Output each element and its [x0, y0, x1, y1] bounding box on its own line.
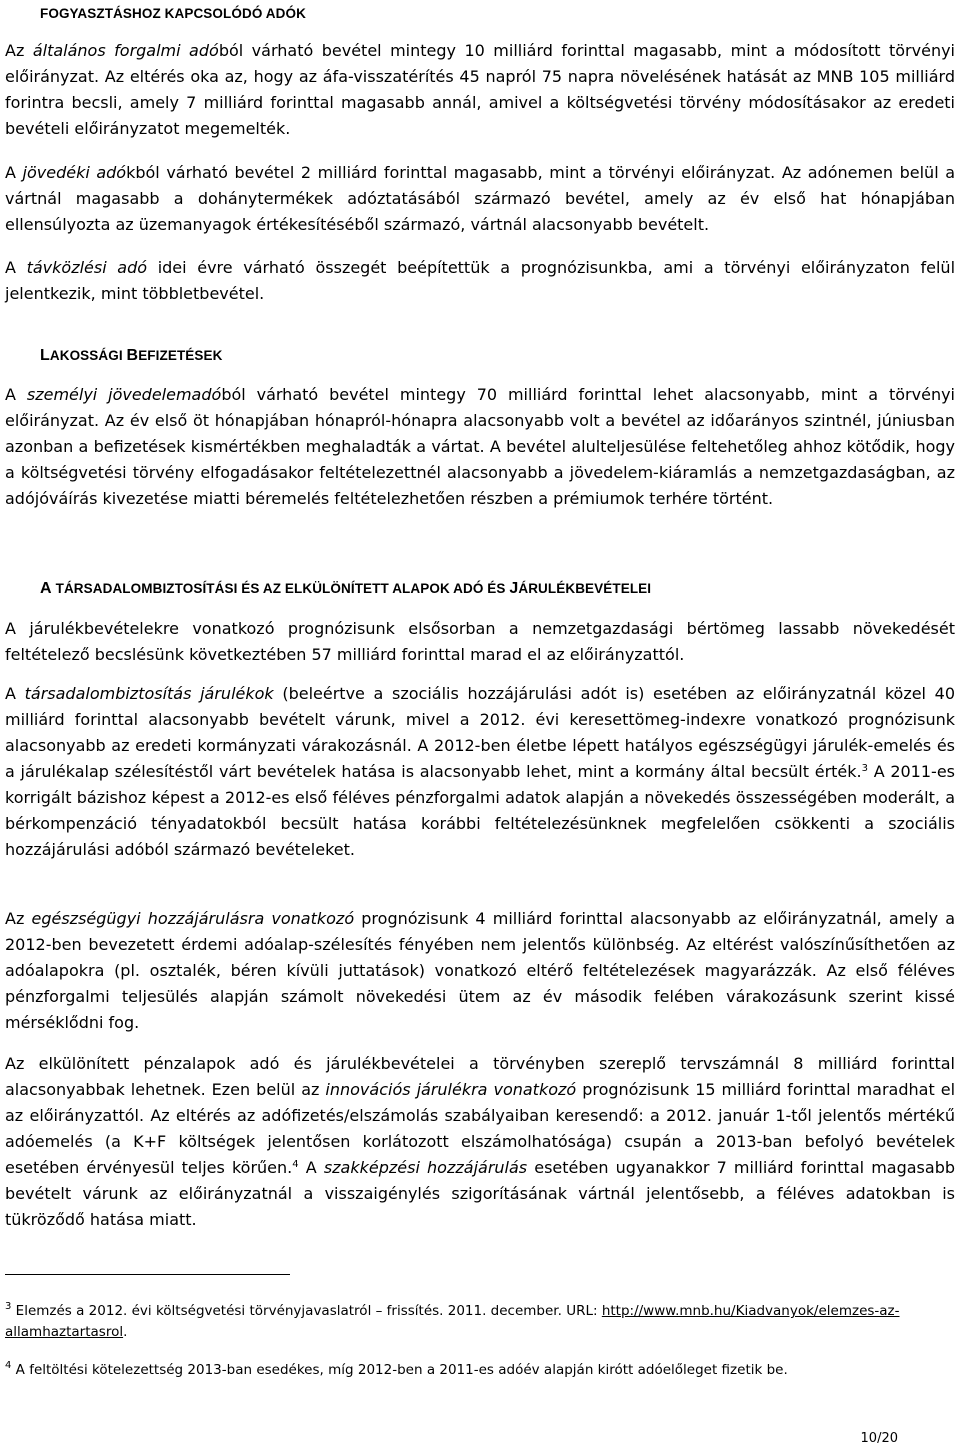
footnote-4: $^4$ A feltöltési kötelezettség 2013-ban esedékes, míg 2012-ben a 2011-es adóév alapján kirótt adóelőleget fizetik be.	[5, 1360, 788, 1378]
footnote-ref-3: 3	[861, 763, 868, 774]
section-heading-household-payments: LAKOSSÁGI BEFIZETÉSEK	[40, 347, 223, 364]
paragraph-separate-funds: Az elkülönített pénzalapok adó és járulékbevételei a törvényben szereplő tervszámnál 8 milliárd forinttal alacsonyabbak lehetnek. Ezen belül az innovációs járulékra vonatkozó prognózisunk 15 milliárd forinttal maradhat el az előirányzattól. Az eltérés az adófizetés/elszámolás szabályaiban keresendő: a 2012. január 1-től jelentős mértékű adóemelés (a K+F költségek jelentősen korlátozott elszámolhatósága) csupán a 2013-ban befolyó bevételek esetében érvényesül teljes körűen.$^4$ A szakképzési hozzájárulás esetében ugyanakkor 7 milliárd forinttal magasabb bevételt várunk az előirányzatnál a visszaigénylés szigorításának vártnál jelentősebb, a féléves adatokban is tükröződő hatása miatt.	[5, 1054, 956, 1229]
paragraph-vat: Az általános forgalmi adóból várható bevétel mintegy 10 milliárd forinttal magasabb, mint a módosított törvényi előirányzat. Az eltérés oka az, hogy az áfa-visszatérítés 45 napról 75 napra növelésének hatását az MNB 105 milliárd forintra becsli, amely 7 milliárd forinttal magasabb annál, amivel a költségvetési törvény módosításakor az eredeti bevételi előirányzatot megemelték.	[5, 41, 956, 138]
footnote-3-link[interactable]: http://www.mnb.hu/Kiadvanyok/elemzes-az-allamhaztartasrol	[5, 1303, 900, 1340]
paragraph-contributions-forecast: A járulékbevételekre vonatkozó prognózisunk elsősorban a nemzetgazdasági bértömeg lassabb növekedését feltételező becslésünk következtében 57 milliárd forinttal marad el az előirányzattól.	[5, 619, 955, 664]
footnote-ref-4: 4	[292, 1159, 299, 1170]
paragraph-personal-income-tax: A személyi jövedelemadóból várható bevétel mintegy 70 milliárd forinttal lehet alacsonyabb, mint a törvényi előirányzat. Az év első öt hónapjában hónapról-hónapra alacsonyabb volt a bevétel az időarányos szintnél, júniusban azonban a befizetések kismértékben meghaladták a vártat. A bevétel alulteljesülése feltehetőleg ahhoz kötődik, hogy a költségvetési törvény elfogadásakor feltételezettnél alacsonyabb a jövedelem-kiáramlás a nemzetgazdaságban, az adójóváírás kivezetése miatti béremelés feltételezhetően részben a prémiumok terhére történt.	[5, 385, 956, 508]
paragraph-social-security-contributions: A társadalombiztosítás járulékok (beleértve a szociális hozzájárulási adót is) esetében az előirányzatnál közel 40 milliárd forinttal alacsonyabb bevételt várunk, mivel a 2012. évi keresettömeg-indexre vonatkozó prognózisunk alacsonyabb az eredeti kormányzati várakozásnál. A 2012-ben életbe lépett hatályos egészségügyi járulék-emelés és a járulékalap szélesítéstől várt bevételek hatása is alacsonyabb lehet, mint a kormány által becsült érték.$^3$ A 2011-es korrigált bázishoz képest a 2012-es első féléves pénzforgalmi adatok alapján a növekedés összességében moderált, a bérkompenzáció tényadatokból becsült hatása korábbi feltételezésünknek megfelelően csökkenti a szociális hozzájárulási adóból származó bevételeket.	[5, 684, 956, 859]
paragraph-health-contribution: Az egészségügyi hozzájárulásra vonatkozó prognózisunk 4 milliárd forinttal alacsonyabb az előirányzatnál, amely a 2012-ben bevezetett érdemi adóalap-szélesítés fényében nem jelentős különbség. Az eltérést valószínűsíthetően az adóalapokra (pl. osztalék, béren kívüli juttatások) vonatkozó eltérő feltételezések magyarázzák. Az első féléves pénzforgalmi teljesülés alapján számolt növekedési ütem az év második felében várakozásunk szerint kissé mérséklődni fog.	[5, 909, 955, 1032]
paragraph-excise-tax: A jövedéki adókból várható bevétel 2 milliárd forinttal magasabb, mint a törvényi előirányzat. Az adónemen belül a vártnál magasabb a dohánytermékek adóztatásából származó bevétel, amely az év első hat hónapjában ellensúlyozta az üzemanyagok értékesítéséből származó, vártnál alacsonyabb bevételt.	[5, 163, 956, 234]
paragraph-telecom-tax: A távközlési adó idei évre várható összegét beépítettük a prognózisunkba, ami a törvényi előirányzaton felül jelentkezik, mint többletbevétel.	[5, 258, 956, 303]
page-number: 10/20	[860, 1431, 898, 1446]
section-heading-consumption-taxes: FOGYASZTÁSHOZ KAPCSOLÓDÓ ADÓK	[40, 6, 306, 21]
footnote-3: $^3$ Elemzés a 2012. évi költségvetési törvényjavaslatról – frissítés. 2011. december. URL: http://www.mnb.hu/Kiadvanyok/elemzes-az-allamhaztartasrol.	[5, 1301, 900, 1340]
footnote-separator	[5, 1274, 290, 1275]
section-heading-social-security-funds: A TÁRSADALOMBIZTOSÍTÁSI ÉS AZ ELKÜLÖNÍTETT ALAPOK ADÓ ÉS JÁRULÉKBEVÉTELEI	[40, 580, 652, 597]
